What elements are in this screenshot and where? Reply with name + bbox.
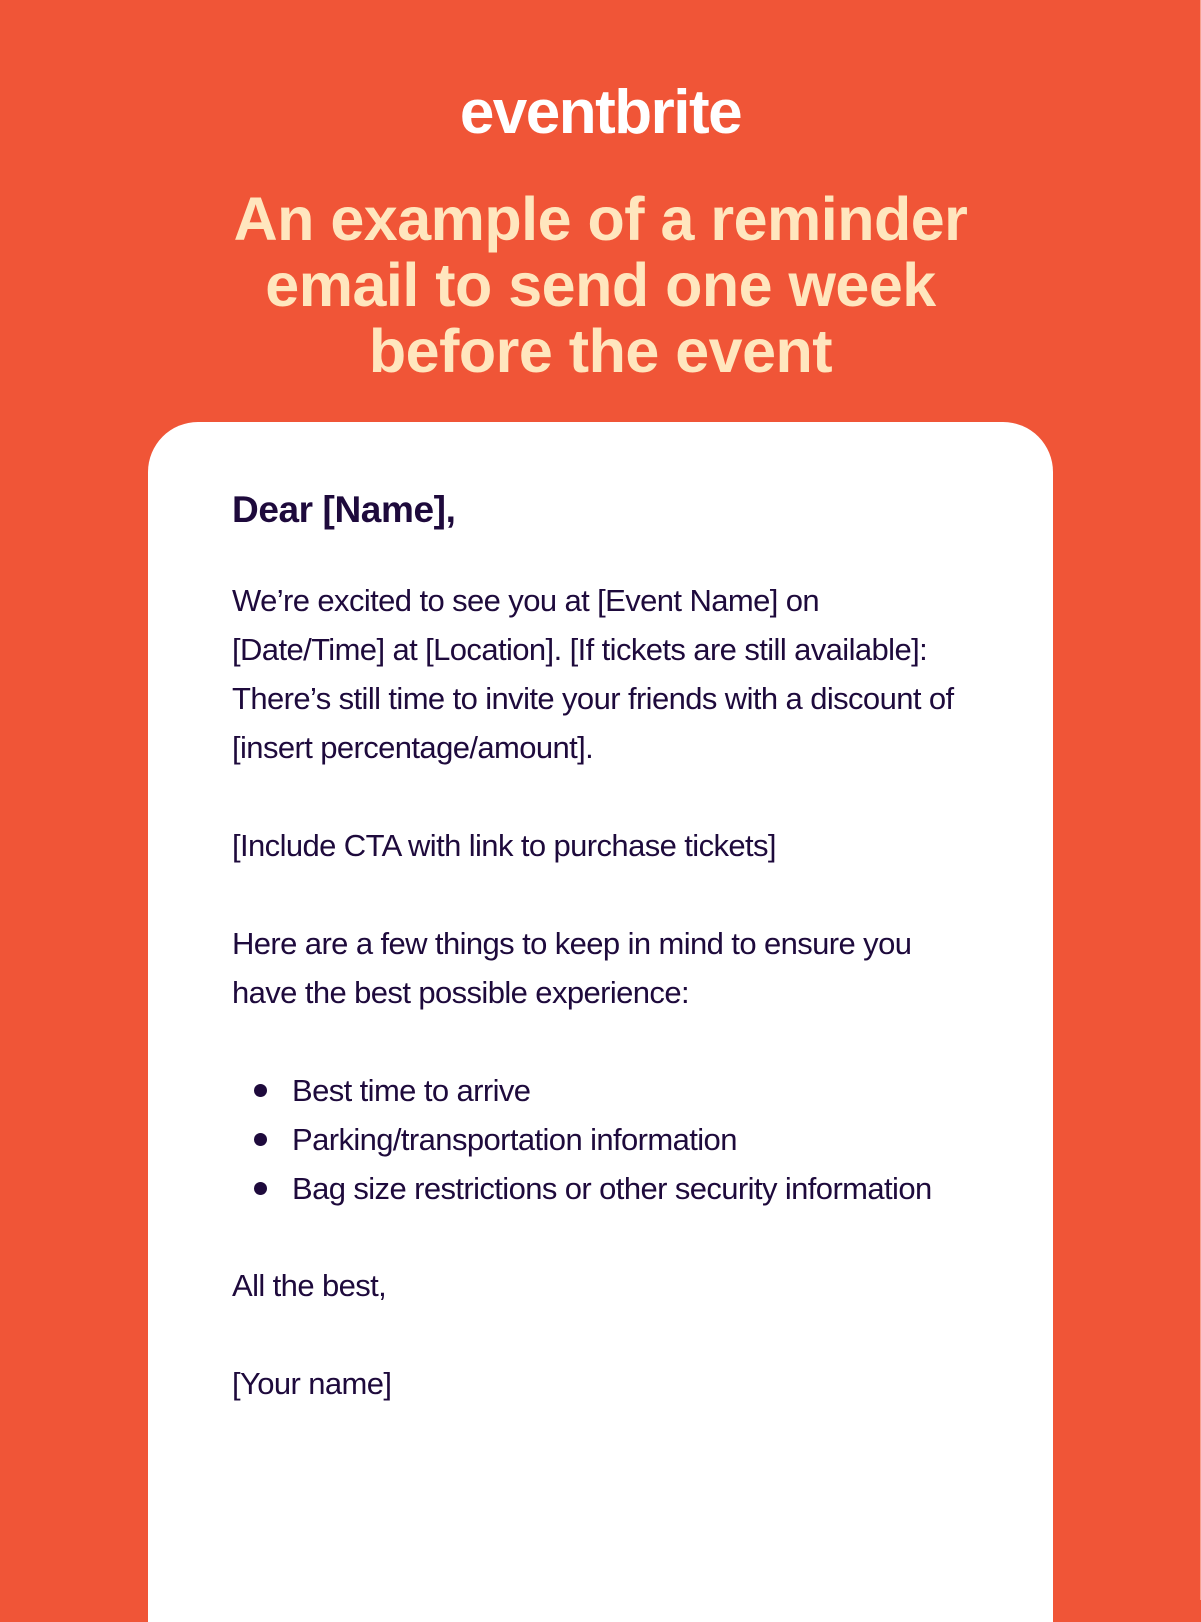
page-headline	[150, 186, 1051, 384]
tips-list	[232, 1066, 972, 1213]
email-sign-off: All the best,	[232, 1268, 387, 1303]
email-signature: [Your name]	[232, 1366, 392, 1401]
headline-line-3: before the event	[368, 317, 833, 385]
list-item	[292, 1164, 972, 1213]
eventbrite-logo: eventbrite	[459, 78, 742, 147]
list-item	[292, 1066, 972, 1115]
email-paragraph-intro: We’re excited to see you at [Event Name] on [Date/Time] at [Location]. [If tickets are still available]: There’s still time to invite your friends with a discount of [insert percentage/amount].	[232, 583, 954, 765]
list-item-text: Best time to arrive	[292, 1073, 531, 1108]
email-paragraph-cta: [Include CTA with link to purchase tickets]	[232, 828, 776, 863]
bullet-dot-icon	[254, 1133, 267, 1146]
headline-line-1: An example of a reminder	[233, 185, 968, 253]
bullet-dot-icon	[254, 1084, 267, 1097]
email-paragraph-tips: Here are a few things to keep in mind to ensure you have the best possible experience:	[232, 926, 912, 1010]
bullet-dot-icon	[254, 1182, 267, 1195]
email-body	[232, 488, 972, 1457]
email-template-card	[148, 422, 1053, 1622]
list-item	[292, 1115, 972, 1164]
list-item-text: Bag size restrictions or other security information	[292, 1171, 932, 1206]
headline-line-2: email to send one week	[265, 251, 936, 319]
list-item-text: Parking/transportation information	[292, 1122, 737, 1157]
email-greeting: Dear [Name],	[232, 489, 456, 530]
